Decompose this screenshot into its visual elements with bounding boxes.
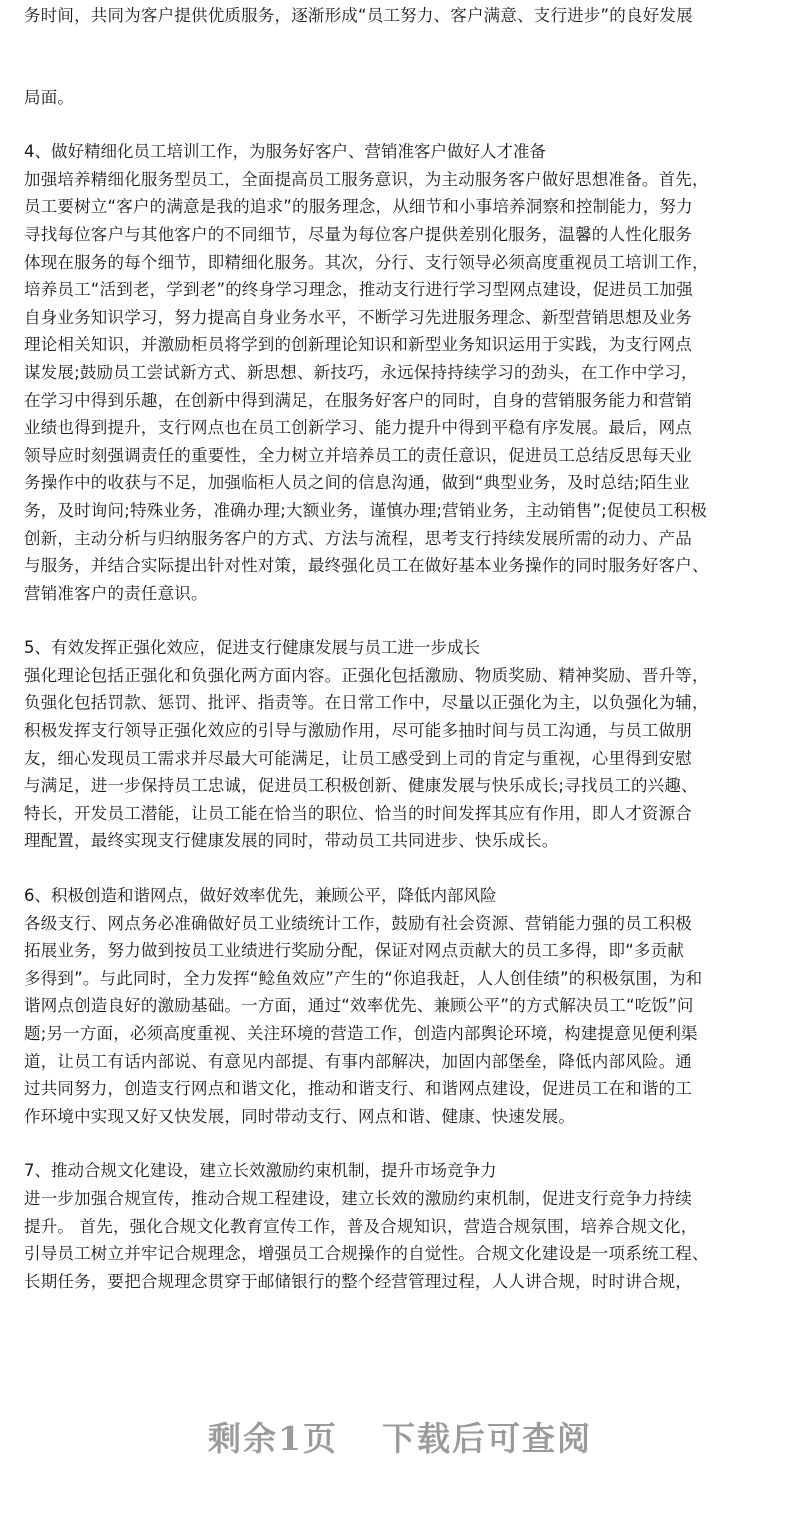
paragraph-line: 题;另一方面，必须高度重视、关注环境的营造工作，创造内部舆论环境，构建提意见便利渠 — [24, 1024, 698, 1043]
section-heading: 7、推动合规文化建设，建立长效激励约束机制，提升市场竞争力 — [24, 1161, 497, 1181]
intro-line: 局面。 — [24, 87, 75, 107]
paragraph-line: 多得到”。与此同时，全力发挥“鲶鱼效应”产生的“你追我赶，人人创佳绩”的积极氛围，为和 — [24, 968, 703, 988]
download-prompt-banner[interactable] — [0, 1413, 800, 1460]
paragraph-line: 谋发展;鼓励员工尝试新方式、新思想、新技巧，永远保持持续学习的劲头，在工作中学习， — [24, 362, 698, 382]
remaining-pages-text: 剩余1页 — [208, 1419, 338, 1458]
section-7 — [24, 1157, 780, 1295]
paragraph-line: 培养员工“活到老，学到老”的终身学习理念，推动支行进行学习型网点建设，促进员工加强 — [24, 280, 693, 300]
paragraph-line: 谐网点创造良好的激励基础。一方面，通过“效率优先、兼顾公平”的方式解决员工“吃饭”问 — [24, 996, 694, 1016]
paragraph-line: 引导员工树立并牢记合规理念，增强员工合规操作的自觉性。合规文化建设是一项系统工程、 — [24, 1244, 709, 1264]
section-5 — [24, 634, 780, 855]
paragraph-line: 加强培养精细化服务型员工，全面提高员工服务意识，为主动服务客户做好思想准备。首先， — [24, 169, 709, 189]
section-6 — [24, 882, 780, 1130]
intro-line: 务时间，共同为客户提供优质服务，逐渐形成“员工努力、客户满意、支行进步”的良好发展 — [24, 6, 693, 25]
paragraph-line: 提升。 首先，强化合规文化教育宣传工作，普及合规知识，营造合规氛围，培养合规文化， — [24, 1216, 698, 1236]
paragraph-line: 务，及时询问;特殊业务，准确办理;大额业务，谨慎办理;营销业务，主动销售”;促使员工积极 — [24, 500, 708, 520]
section-heading: 6、积极创造和谐网点，做好效率优先，兼顾公平，降低内部风险 — [24, 886, 497, 906]
paragraph-line: 过共同努力，创造支行网点和谐文化，推动和谐支行、和谐网点建设，促进员工在和谐的工 — [24, 1079, 692, 1099]
paragraph-line: 体现在服务的每个细节，即精细化服务。其次，分行、支行领导必须高度重视员工培训工作， — [24, 252, 709, 272]
paragraph-line: 积极发挥支行领导正强化效应的引导与激励作用，尽可能多抽时间与员工沟通，与员工做朋 — [24, 721, 692, 741]
paragraph-line: 各级支行、网点务必准确做好员工业绩统计工作，鼓励有社会资源、营销能力强的员工积极 — [24, 913, 692, 933]
paragraph-line: 理配置，最终实现支行健康发展的同时，带动员工共同进步、快乐成长。 — [24, 831, 559, 851]
paragraph-line: 负强化包括罚款、惩罚、批评、指责等。在日常工作中，尽量以正强化为主，以负强化为辅， — [24, 693, 709, 713]
paragraph-line: 领导应时刻强调责任的重要性，全力树立并培养员工的责任意识，促进员工总结反思每天业 — [24, 445, 692, 465]
paragraph-line: 在学习中得到乐趣，在创新中得到满足，在服务好客户的同时，自身的营销服务能力和营销 — [24, 390, 692, 410]
paragraph-line: 道，让员工有话内部说、有意见内部提、有事内部解决，加固内部堡垒，降低内部风险。通 — [24, 1051, 692, 1071]
paragraph-line: 营销准客户的责任意识。 — [24, 583, 208, 603]
paragraph-line: 进一步加强合规宣传，推动合规工程建设，建立长效的激励约束机制，促进支行竞争力持续 — [24, 1188, 692, 1208]
paragraph-line: 拓展业务，努力做到按员工业绩进行奖励分配，保证对网点贡献大的员工多得，即“多贡献 — [24, 941, 685, 961]
paragraph-line: 员工要树立“客户的满意是我的追求”的服务理念，从细节和小事培养洞察和控制能力，努力 — [24, 197, 693, 217]
paragraph-line: 自身业务知识学习，努力提高自身业务水平，不断学习先进服务理念、新型营销思想及业务 — [24, 307, 692, 327]
paragraph-line: 作环境中实现又好又快发展，同时带动支行、网点和谐、健康、快速发展。 — [24, 1106, 576, 1126]
paragraph-line: 创新，主动分析与归纳服务客户的方式、方法与流程，思考支行持续发展所需的动力、产品 — [24, 528, 692, 548]
paragraph-line: 友，细心发现员工需求并尽最大可能满足，让员工感受到上司的肯定与重视，心里得到安慰 — [24, 748, 692, 768]
section-heading: 5、有效发挥正强化效应，促进支行健康发展与员工进一步成长 — [24, 638, 480, 658]
section-4 — [24, 138, 780, 607]
paragraph-line: 务操作中的收获与不足，加强临柜人员之间的信息沟通，做到“典型业务，及时总结;陌生业 — [24, 473, 690, 493]
section-heading: 4、做好精细化员工培训工作，为服务好客户、营销准客户做好人才准备 — [24, 142, 546, 162]
paragraph-line: 与服务，并结合实际提出针对性对策，最终强化员工在做好基本业务操作的同时服务好客户、 — [24, 556, 709, 576]
download-to-view-text: 下载后可查阅 — [381, 1419, 592, 1458]
paragraph-line: 理论相关知识，并激励柜员将学到的创新理论知识和新型业务知识运用于实践，为支行网点 — [24, 335, 692, 355]
paragraph-line: 长期任务，要把合规理念贯穿于邮储银行的整个经营管理过程，人人讲合规，时时讲合规， — [24, 1271, 692, 1291]
paragraph-line: 寻找每位客户与其他客户的不同细节，尽量为每位客户提供差别化服务，温馨的人性化服务 — [24, 224, 692, 244]
document-body — [24, 2, 780, 1295]
paragraph-line: 业绩也得到提升，支行网点也在员工创新学习、能力提升中得到平稳有序发展。最后，网点 — [24, 418, 692, 438]
paragraph-line: 与满足，进一步保持员工忠诚，促进员工积极创新、健康发展与快乐成长;寻找员工的兴趣、 — [24, 776, 698, 796]
paragraph-line: 强化理论包括正强化和负强化两方面内容。正强化包括激励、物质奖励、精神奖励、晋升等， — [24, 665, 709, 685]
paragraph-line: 特长，开发员工潜能，让员工能在恰当的职位、恰当的时间发挥其应有作用，即人才资源合 — [24, 803, 692, 823]
